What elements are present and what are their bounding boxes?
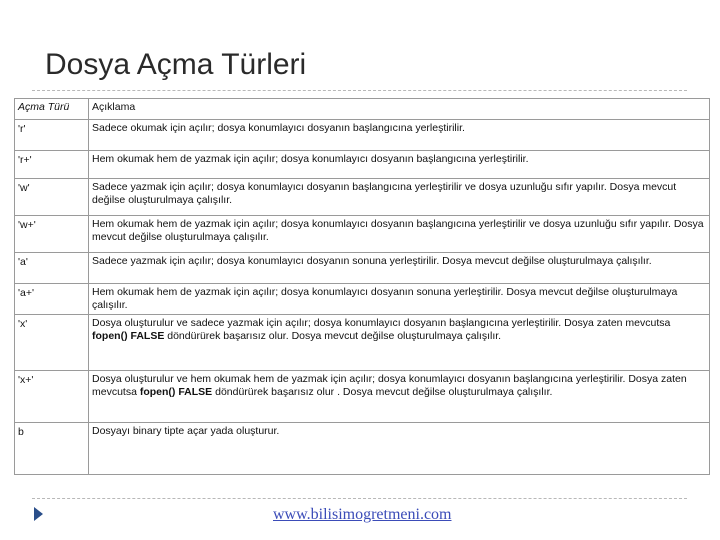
description-text: Dosya oluşturulur ve sadece yazmak için açılır; dosya konumlayıcı dosyanın başlangıcına yerleştirilir. Dosya zaten mevcutsa [92, 317, 671, 329]
mode-cell: 'r' [15, 120, 89, 151]
table-row [15, 284, 710, 315]
table-row [15, 216, 710, 253]
table-row [15, 151, 710, 179]
table-row [15, 371, 710, 423]
mode-cell: 'x' [15, 315, 89, 371]
description-cell [89, 371, 710, 423]
description-cell: Hem okumak hem de yazmak için açılır; dosya konumlayıcı dosyanın başlangıcına yerleştirilir ve dosya uzunluğu sıfır yapılır. Dosya mevcut değilse oluşturulmaya çalışılır. [89, 216, 710, 253]
description-cell: Dosyayı binary tipte açar yada oluşturur. [89, 423, 710, 475]
description-text: döndürürek başarısız olur. Dosya mevcut değilse oluşturulmaya çalışılır. [164, 330, 502, 342]
description-text: Dosya oluşturulur ve hem okumak hem de yazmak için açılır; dosya konumlayıcı dosyanın başlangıcına yerleştirilir. Dosya zaten mevcutsa [92, 373, 687, 398]
table-row [15, 179, 710, 216]
fopen-false-text: fopen() FALSE [139, 386, 213, 398]
description-cell: Hem okumak hem de yazmak için açılır; dosya konumlayıcı dosyanın başlangıcına yerleştirilir. [89, 151, 710, 179]
top-divider [32, 90, 687, 91]
mode-cell: 'a+' [15, 284, 89, 315]
table-header-row [15, 99, 710, 120]
mode-cell: 'w+' [15, 216, 89, 253]
description-cell: Hem okumak hem de yazmak için açılır; dosya konumlayıcı dosyanın sonuna yerleştirilir. Dosya mevcut değilse oluşturulmaya çalışılır. [89, 284, 710, 315]
description-cell: Sadece yazmak için açılır; dosya konumlayıcı dosyanın başlangıcına yerleştirilir ve dosya uzunluğu sıfır yapılır. Dosya mevcut değilse oluşturulmaya çalışılır. [89, 179, 710, 216]
mode-cell: b [15, 423, 89, 475]
description-text: döndürürek başarısız olur . Dosya mevcut değilse oluşturulmaya çalışılır. [212, 386, 553, 398]
bottom-divider [32, 498, 687, 499]
table-row [15, 423, 710, 475]
table-row [15, 315, 710, 371]
file-mode-table [14, 98, 710, 475]
mode-cell: 'a' [15, 253, 89, 284]
mode-cell: 'x+' [15, 371, 89, 423]
header-description: Açıklama [89, 99, 710, 120]
description-cell: Sadece yazmak için açılır; dosya konumlayıcı dosyanın sonuna yerleştirilir. Dosya mevcut değilse oluşturulmaya çalışılır. [89, 253, 710, 284]
description-cell: Sadece okumak için açılır; dosya konumlayıcı dosyanın başlangıcına yerleştirilir. [89, 120, 710, 151]
table-row [15, 253, 710, 284]
footer-link[interactable]: www.bilisimogretmeni.com [273, 506, 452, 523]
header-mode: Açma Türü [15, 99, 89, 120]
page-title: Dosya Açma Türleri [45, 48, 307, 81]
description-cell [89, 315, 710, 371]
fopen-false-text: fopen() FALSE [92, 330, 165, 342]
mode-cell: 'r+' [15, 151, 89, 179]
bullet-arrow-icon [34, 507, 43, 521]
table-row [15, 120, 710, 151]
mode-cell: 'w' [15, 179, 89, 216]
